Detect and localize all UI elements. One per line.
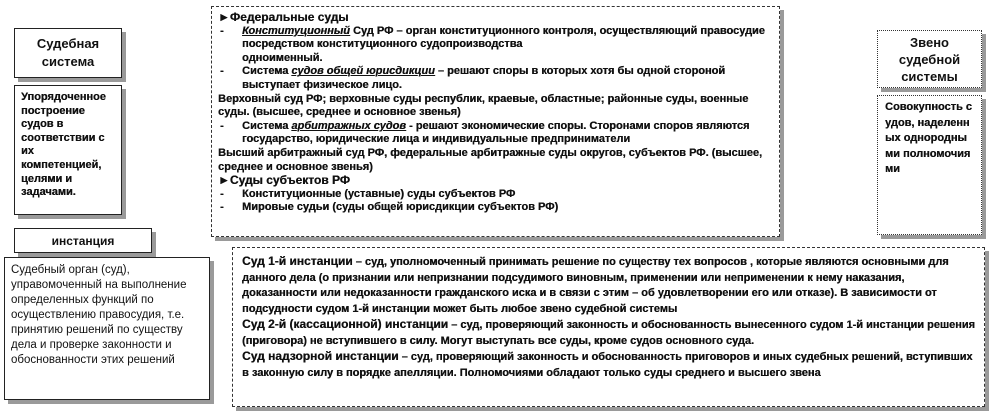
supervisory-instance-term: Суд надзорной инстанции	[242, 349, 399, 363]
general-courts-list: Верховный суд РФ; верховные суды республик, краевые, областные; районные суды, военные суды. (высшее, среднее и основное звенья)	[218, 92, 749, 119]
subject-courts-heading: ►Суды субъектов РФ	[218, 173, 350, 188]
judicial-system-desc-box	[14, 85, 122, 215]
second-instance-term: Суд 2-й (кассационной) инстанции	[242, 317, 449, 331]
instance-desc-box	[4, 257, 210, 400]
court-link-title: Звено судебной системы	[898, 35, 961, 84]
arbitration-term: арбитражных судов	[291, 119, 406, 132]
first-instance-term: Суд 1-й инстанции	[242, 254, 353, 268]
judicial-system-title: Судебная система	[36, 36, 100, 69]
federal-courts-box	[211, 6, 780, 237]
federal-item-arbitration: - Система арбитражных судов - решают экономические споры. Сторонами споров являются государство, юридические лица и индивидуальные предприниматели	[220, 119, 750, 146]
subject-item-constitutional: - Конституционные (уставные) суды субъектов РФ	[220, 187, 516, 200]
instance-desc: Судебный орган (суд), управомоченный на выполнение определенных функций по осуществлению правосудия, т.е. принятию решений по существу дела и проверке законности и обоснованности этих решений	[11, 264, 187, 366]
arbitration-courts-list: Высший арбитражный суд РФ, федеральные арбитражные суды округов, субъектов РФ. (высшее, среднее и основное звенья)	[218, 146, 763, 173]
federal-courts-heading: ►Федеральные суды	[218, 10, 349, 24]
supervisory-instance-paragraph: Суд надзорной инстанции – суд, проверяющий законность и обоснованность приговоров и иных судебных решений, вступивших в законную силу в порядке апелляции. Полномочиями обладают только суды среднего и высшего звена	[242, 349, 973, 379]
instances-box	[232, 247, 985, 407]
federal-item-general: - Система судов общей юрисдикции – решают споры в которых хотя бы одной стороной выступает физическое лицо.	[220, 65, 726, 91]
judicial-system-desc: Упорядоченное построение судов в соответствии с их компетенцией, целями и задачами.	[21, 91, 106, 199]
general-jurisdiction-term: судов общей юрисдикции	[291, 65, 435, 78]
instance-title: инстанция	[51, 234, 115, 248]
court-link-title-box	[877, 30, 982, 88]
second-instance-paragraph: Суд 2-й (кассационной) инстанции – суд, проверяющий законность и обоснованность вынесенного судом 1-й инстанции решения (приговора) не вступившего в силу. Могут выступать все суды, кроме судов основного суда.	[242, 317, 975, 347]
constitutional-term: Конституционный	[242, 24, 350, 37]
court-link-desc-box	[877, 95, 982, 235]
judicial-system-title-box	[14, 28, 122, 78]
instance-title-box	[14, 228, 152, 253]
court-link-desc: Совокупность судов, наделенных однородными полномочиями	[885, 101, 972, 175]
first-instance-paragraph: Суд 1-й инстанции – суд, уполномоченный принимать решение по существу тех вопросов , которые являются основными для данного дела (о признании или непризнании подсудимого виновным, применении или неприменении к нему наказания, доказанности или недоказанности гражданского иска и в связи с этим – об удовлетворении его или отказе). В зависимости от подсудности судом 1-й инстанции может быть любое звено судебной системы	[242, 254, 949, 315]
federal-item-constitutional: - Конституционный Суд РФ – орган конституционного контроля, осуществляющий правосудие посредством конституционного судопроизводства одноименный.	[220, 24, 765, 64]
subject-item-magistrates: - Мировые судьи (суды общей юрисдикции субъектов РФ)	[220, 201, 559, 214]
